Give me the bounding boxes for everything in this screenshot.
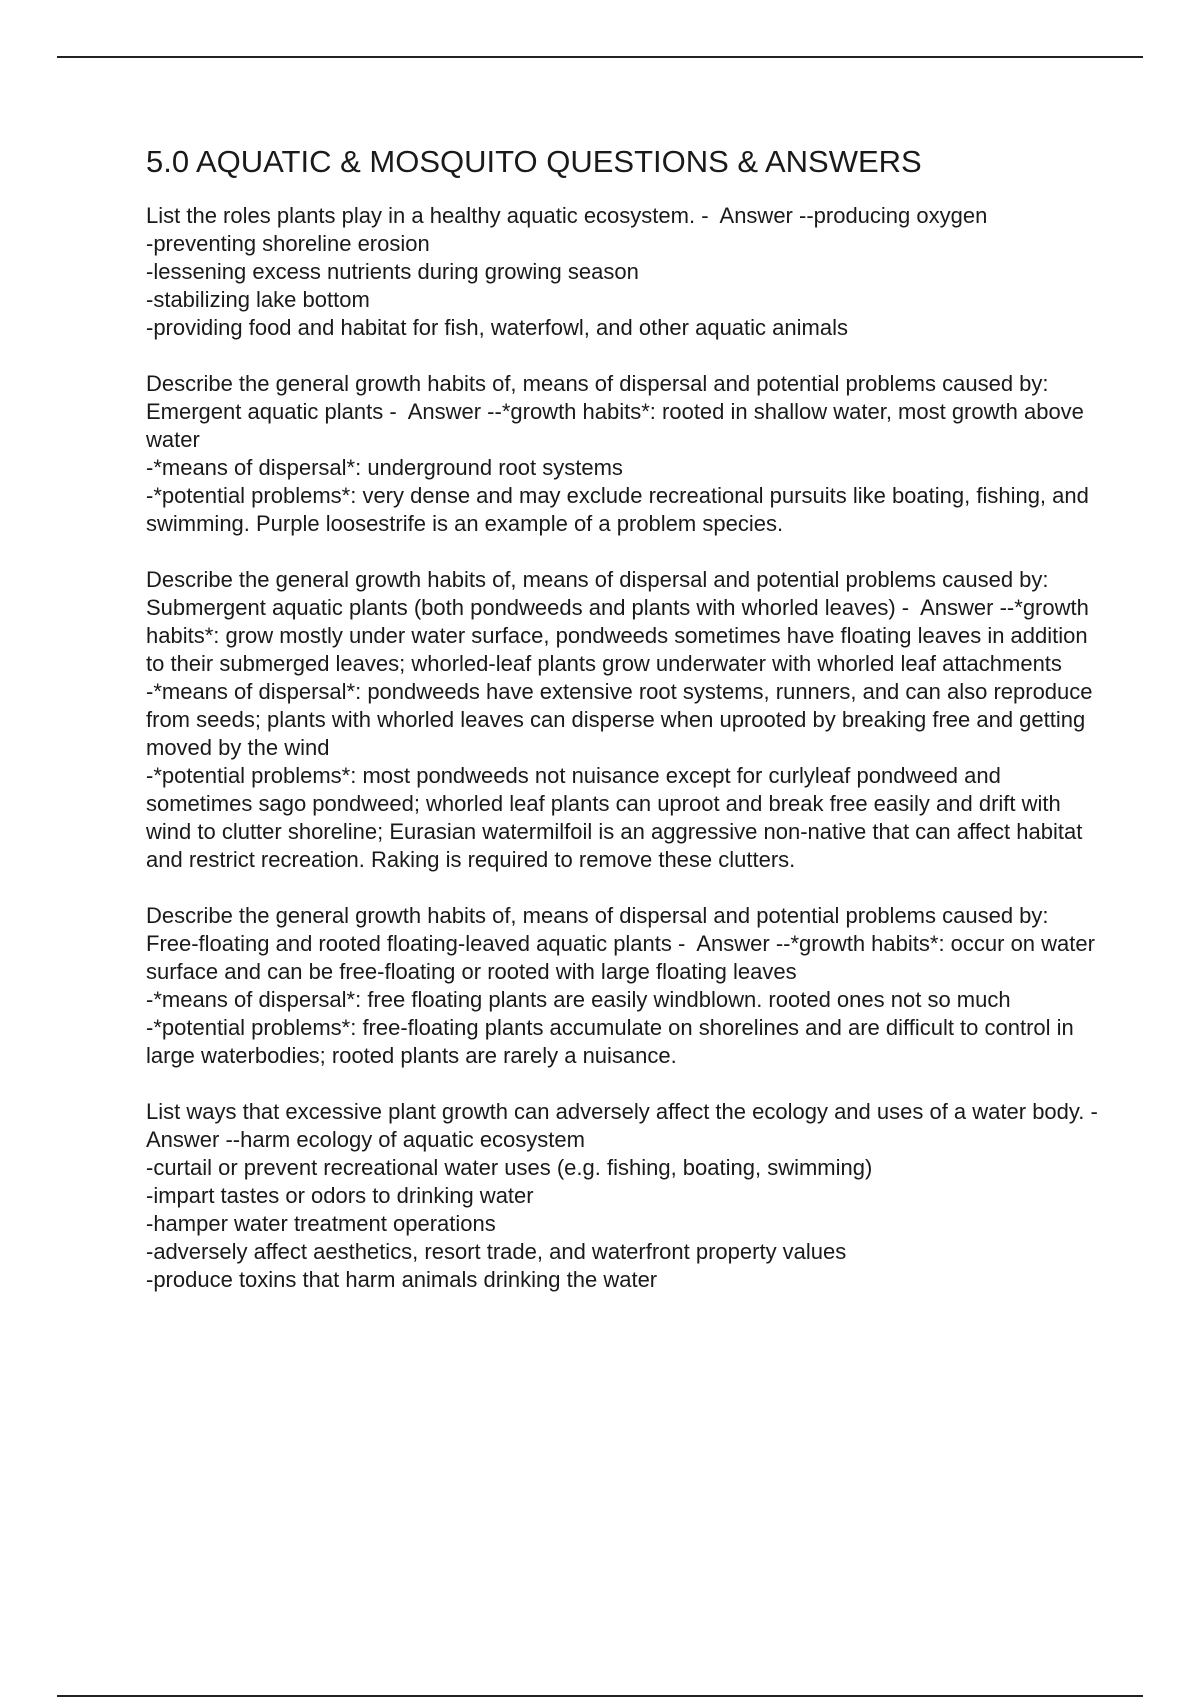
- qa-line: -*potential problems*: most pondweeds not nuisance except for curlyleaf pondweed and sometimes sago pondweed; whorled leaf plants can uproot and break free easily and drift with wind to clutter shoreline; Eurasian watermilfoil is an aggressive non-native that can affect habitat and restrict recreation. Raking is required to remove these clutters.: [146, 763, 1089, 872]
- qa-line: Describe the general growth habits of, means of dispersal and potential problems caused by: Emergent aquatic plants - Answer --*growth habits*: rooted in shallow water, most growth above water: [146, 371, 1091, 452]
- qa-line: -produce toxins that harm animals drinking the water: [146, 1267, 658, 1292]
- qa-line: -adversely affect aesthetics, resort trade, and waterfront property values: [146, 1239, 847, 1264]
- document-body: [146, 142, 1109, 1322]
- qa-line: -curtail or prevent recreational water uses (e.g. fishing, boating, swimming): [146, 1155, 873, 1180]
- qa-line: List ways that excessive plant growth can adversely affect the ecology and uses of a water body. - Answer --harm ecology of aquatic ecosystem: [146, 1099, 1109, 1152]
- qa-line: -*potential problems*: very dense and may exclude recreational pursuits like boating, fishing, and swimming. Purple loosestrife is an example of a problem species.: [146, 483, 1095, 536]
- qa-block-3: [146, 566, 1106, 874]
- qa-line: -*means of dispersal*: free floating plants are easily windblown. rooted ones not so much: [146, 987, 1011, 1012]
- qa-line: -hamper water treatment operations: [146, 1211, 496, 1236]
- qa-block-5: [146, 1098, 1109, 1294]
- qa-line: -*potential problems*: free-floating plants accumulate on shorelines and are difficult to control in large waterbodies; rooted plants are rarely a nuisance.: [146, 1015, 1080, 1068]
- bottom-rule: [57, 1695, 1143, 1697]
- qa-block-2: [146, 370, 1106, 538]
- qa-line: -impart tastes or odors to drinking water: [146, 1183, 534, 1208]
- qa-block-4: [146, 902, 1106, 1070]
- qa-line: -lessening excess nutrients during growing season: [146, 259, 639, 284]
- qa-line: -*means of dispersal*: underground root systems: [146, 455, 623, 480]
- qa-line: -preventing shoreline erosion: [146, 231, 430, 256]
- qa-line: Describe the general growth habits of, means of dispersal and potential problems caused by: Free-floating and rooted floating-leaved aquatic plants - Answer --*growth habits*: occur on water surface and can be free-floating or rooted with large floating leaves: [146, 903, 1102, 984]
- top-rule: [57, 56, 1143, 58]
- qa-line: -providing food and habitat for fish, waterfowl, and other aquatic animals: [146, 315, 848, 340]
- document-title: 5.0 AQUATIC & MOSQUITO QUESTIONS & ANSWERS: [146, 144, 922, 179]
- qa-line: Describe the general growth habits of, means of dispersal and potential problems caused by: Submergent aquatic plants (both pondweeds and plants with whorled leaves) - Answer --*growth habits*: grow mostly under water surface, pondweeds sometimes have floating leaves in addition to their submerged leaves; whorled-leaf plants grow underwater with whorled leaf attachments: [146, 567, 1095, 676]
- qa-block-1: [146, 202, 1106, 342]
- qa-line: -*means of dispersal*: pondweeds have extensive root systems, runners, and can also reproduce from seeds; plants with whorled leaves can disperse when uprooted by breaking free and getting moved by the wind: [146, 679, 1099, 760]
- qa-line: List the roles plants play in a healthy aquatic ecosystem. - Answer --producing oxygen: [146, 203, 988, 228]
- qa-line: -stabilizing lake bottom: [146, 287, 370, 312]
